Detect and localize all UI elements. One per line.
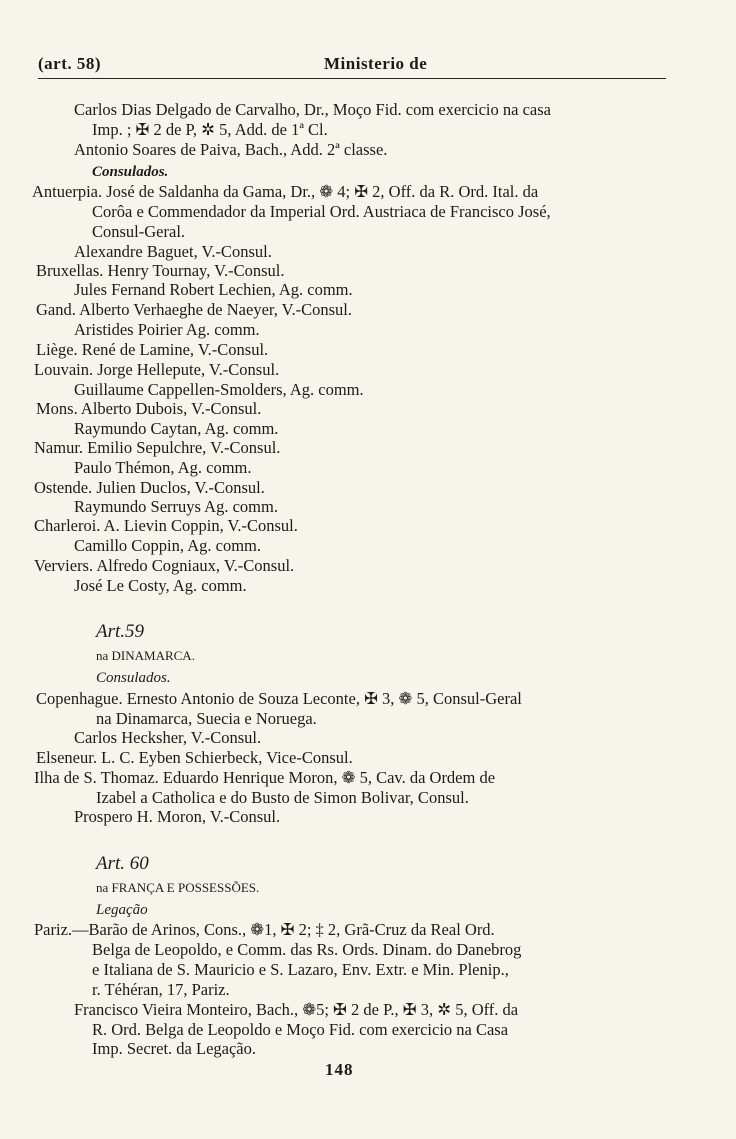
text-line: Louvain. Jorge Hellepute, V.-Consul. xyxy=(34,360,280,379)
section-heading: Consulados. xyxy=(96,670,171,686)
page-number: 148 xyxy=(325,1060,354,1079)
section-heading: Consulados. xyxy=(92,164,169,180)
text-line: Aristides Poirier Ag. comm. xyxy=(74,320,260,339)
text-line: Imp. Secret. da Legação. xyxy=(92,1039,257,1058)
text-line: Antonio Soares de Paiva, Bach., Add. 2ª classe. xyxy=(74,140,388,159)
text-line: Jules Fernand Robert Lechien, Ag. comm. xyxy=(74,280,353,299)
section-heading: Legação xyxy=(96,902,148,918)
text-line: Paulo Thémon, Ag. comm. xyxy=(74,458,252,477)
text-line: Antuerpia. José de Saldanha da Gama, Dr., ❁ 4; ✠ 2, Off. da R. Ord. Ital. da xyxy=(32,182,539,201)
text-line: Liège. René de Lamine, V.-Consul. xyxy=(36,340,269,359)
running-header xyxy=(38,52,666,79)
text-line: Ostende. Julien Duclos, V.-Consul. xyxy=(34,478,265,497)
text-line: José Le Costy, Ag. comm. xyxy=(74,576,247,595)
country-heading: na DINAMARCA. xyxy=(96,648,195,663)
text-line: Consul-Geral. xyxy=(92,222,186,241)
text-line: Raymundo Serruys Ag. comm. xyxy=(74,497,278,516)
text-line: e Italiana de S. Mauricio e S. Lazaro, Env. Extr. e Min. Plenip., xyxy=(92,960,509,979)
text-line: Corôa e Commendador da Imperial Ord. Austriaca de Francisco José, xyxy=(92,202,551,221)
text-line: Belga de Leopoldo, e Comm. das Rs. Ords. Dinam. do Danebrog xyxy=(92,940,522,959)
article-heading: Art.59 xyxy=(96,621,145,642)
text-line: Carlos Hecksher, V.-Consul. xyxy=(74,728,262,747)
text-line: na Dinamarca, Suecia e Noruega. xyxy=(96,709,317,728)
header-title: Ministerio de xyxy=(324,54,428,73)
text-line: Namur. Emilio Sepulchre, V.-Consul. xyxy=(34,438,281,457)
header-article-ref: (art. 58) xyxy=(38,54,102,73)
text-line: Verviers. Alfredo Cogniaux, V.-Consul. xyxy=(34,556,295,575)
country-heading: na FRANÇA E POSSESSÕES. xyxy=(96,880,260,895)
text-line: Prospero H. Moron, V.-Consul. xyxy=(74,807,281,826)
text-line: Guillaume Cappellen-Smolders, Ag. comm. xyxy=(74,380,364,399)
text-line: Camillo Coppin, Ag. comm. xyxy=(74,536,262,555)
text-line: Gand. Alberto Verhaeghe de Naeyer, V.-Consul. xyxy=(36,300,352,319)
text-line: Elseneur. L. C. Eyben Schierbeck, Vice-Consul. xyxy=(36,748,353,767)
text-line: Carlos Dias Delgado de Carvalho, Dr., Moço Fid. com exercicio na casa xyxy=(74,100,551,119)
text-line: Ilha de S. Thomaz. Eduardo Henrique Moron, ❁ 5, Cav. da Ordem de xyxy=(34,768,496,787)
text-line: Alexandre Baguet, V.-Consul. xyxy=(74,242,272,261)
text-line: Francisco Vieira Monteiro, Bach., ❁5; ✠ 2 de P., ✠ 3, ✲ 5, Off. da xyxy=(74,1000,519,1019)
text-line: Copenhague. Ernesto Antonio de Souza Leconte, ✠ 3, ❁ 5, Consul-Geral xyxy=(36,689,522,708)
text-line: R. Ord. Belga de Leopoldo e Moço Fid. com exercicio na Casa xyxy=(92,1020,509,1039)
article-heading: Art. 60 xyxy=(96,853,149,874)
text-line: Pariz.—Barão de Arinos, Cons., ❁1, ✠ 2; ‡ 2, Grã-Cruz da Real Ord. xyxy=(34,920,495,939)
text-line: Izabel a Catholica e do Busto de Simon Bolivar, Consul. xyxy=(96,788,469,807)
text-line: Charleroi. A. Lievin Coppin, V.-Consul. xyxy=(34,516,298,535)
text-line: r. Téhéran, 17, Pariz. xyxy=(92,980,230,999)
text-line: Mons. Alberto Dubois, V.-Consul. xyxy=(36,399,262,418)
text-line: Bruxellas. Henry Tournay, V.-Consul. xyxy=(36,261,285,280)
text-line: Imp. ; ✠ 2 de P, ✲ 5, Add. de 1ª Cl. xyxy=(92,120,328,139)
text-line: Raymundo Caytan, Ag. comm. xyxy=(74,419,279,438)
